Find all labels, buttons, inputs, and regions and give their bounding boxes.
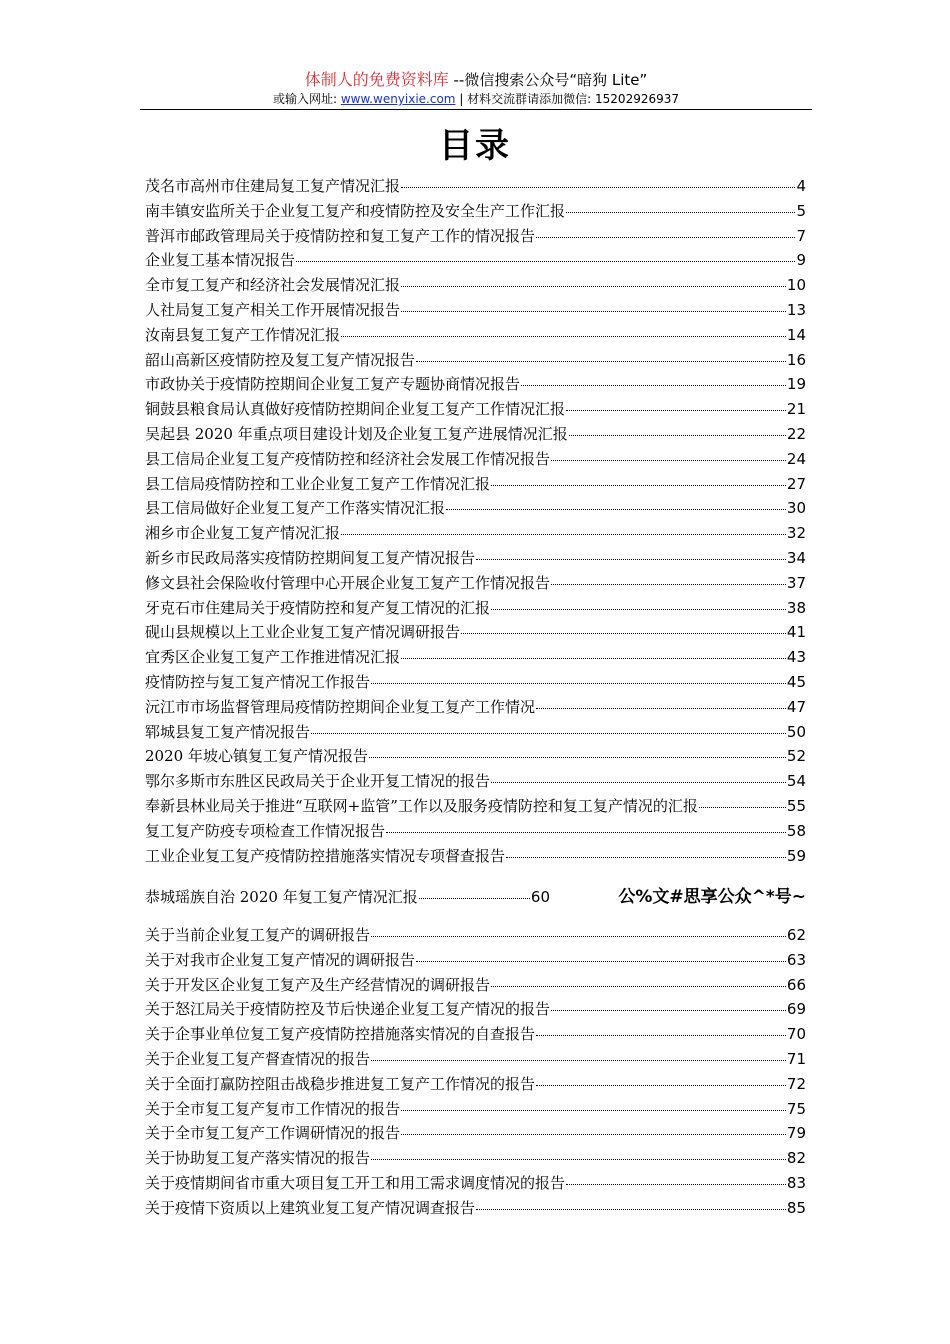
toc-leader-dots [461,632,786,634]
toc-leader-dots [419,897,530,899]
toc-entry-page: 52 [786,747,806,766]
toc-leader-dots [551,1009,786,1011]
toc-entry[interactable] [145,1047,806,1072]
toc-entry-page: 9 [796,251,806,270]
toc-entry-page: 45 [786,672,806,691]
toc-entry-page: 30 [786,499,806,518]
toc-leader-dots [371,935,786,937]
toc-entry[interactable] [145,620,806,645]
toc-entry-page: 24 [786,449,806,468]
toc-leader-dots [476,558,786,560]
toc-entry-page: 85 [786,1198,806,1217]
toc-entry[interactable] [145,323,806,348]
toc-entry-title: 2020 年坡心镇复工复产情况报告 [145,747,368,766]
toc-entry-title: 修文县社会保险收付管理中心开展企业复工复产工作情况报告 [145,573,551,592]
toc-entry-title: 复工复产防疫专项检查工作情况报告 [145,821,386,840]
toc-entry-page: 37 [786,573,806,592]
toc-entry-title: 关于疫情下资质以上建筑业复工复产情况调查报告 [145,1198,476,1217]
toc-entry-page: 62 [786,926,806,944]
toc-entry[interactable] [145,571,806,596]
toc-leader-dots [491,985,786,987]
table-of-contents-continued [145,923,806,1221]
toc-entry[interactable] [145,844,806,869]
toc-entry-title: 沅江市市场监督管理局疫情防控期间企业复工复产工作情况 [145,697,536,716]
toc-entry-title: 县工信局企业复工复产疫情防控和经济社会发展工作情况报告 [145,449,551,468]
toc-entry-title: 关于企业复工复产督查情况的报告 [145,1049,371,1068]
toc-leader-dots [551,459,786,461]
toc-entry-title: 全市复工复产和经济社会发展情况汇报 [145,276,401,295]
toc-entry-page: 34 [786,548,806,567]
toc-entry-title: 关于全市复工复产复市工作情况的报告 [145,1099,401,1118]
toc-entry-with-watermark [145,884,806,910]
toc-entry-title: 牙克石市住建局关于疫情防控和复产复工情况的汇报 [145,598,491,617]
toc-entry-page: 47 [786,697,806,716]
toc-leader-dots [506,856,786,858]
toc-leader-dots [536,236,795,238]
toc-entry-title: 市政协关于疫情防控期间企业复工复产专题协商情况报告 [145,375,521,394]
toc-entry-page: 55 [786,796,806,815]
toc-entry-title: 疫情防控与复工复产情况工作报告 [145,672,371,691]
toc-entry-page: 10 [786,276,806,295]
toc-leader-dots [401,310,786,312]
toc-entry[interactable] [145,521,806,546]
toc-entry[interactable] [145,1022,806,1047]
toc-entry[interactable] [145,496,806,521]
toc-leader-dots [401,285,786,287]
toc-entry-title: 奉新县林业局关于推进“互联网+监管”工作以及服务疫情防控和复工复产情况的汇报 [145,796,698,815]
toc-entry[interactable] [145,546,806,571]
toc-entry-page: 41 [786,623,806,642]
toc-entry[interactable] [145,447,806,472]
toc-entry[interactable] [145,997,806,1022]
header-divider [140,109,812,110]
toc-entry[interactable] [145,397,806,422]
toc-leader-dots [341,533,786,535]
toc-leader-dots [371,1158,786,1160]
header-line-1 [140,70,812,90]
toc-leader-dots [371,1059,786,1061]
toc-entry[interactable] [145,422,806,447]
toc-entry[interactable] [145,1146,806,1171]
toc-entry-page: 4 [796,177,806,195]
toc-entry-title: 关于企事业单位复工复产疫情防控措施落实情况的自查报告 [145,1025,536,1044]
brand-name: 体制人的免费资料库 [304,70,449,89]
toc-entry-title: 新乡市民政局落实疫情防控期间复工复产情况报告 [145,548,476,567]
toc-entry[interactable] [145,248,806,273]
toc-leader-dots [476,1208,786,1210]
toc-entry[interactable] [145,1072,806,1097]
toc-leader-dots [386,831,786,833]
toc-entry-page: 22 [786,424,806,443]
toc-leader-dots [401,657,786,659]
toc-entry-title: 恭城瑶族自治 2020 年复工复产情况汇报 [145,888,418,906]
toc-entry[interactable] [145,695,806,720]
toc-entry[interactable] [145,884,550,910]
toc-entry-title: 铜鼓县粮食局认真做好疫情防控期间企业复工复产工作情况汇报 [145,400,566,419]
watermark-text: 公%文#思享公众^*号~ [618,887,806,907]
toc-entry-title: 工业企业复工复产疫情防控措施落实情况专项督查报告 [145,846,506,865]
toc-entry-title: 普洱市邮政管理局关于疫情防控和复工复产工作的情况报告 [145,226,536,245]
table-of-contents [145,174,806,868]
toc-leader-dots [491,484,786,486]
toc-leader-dots [416,960,786,962]
page-title: 目录 [439,126,511,166]
toc-leader-dots [536,1084,786,1086]
toc-entry-title: 人社局复工复产相关工作开展情况报告 [145,300,401,319]
toc-entry-page: 79 [786,1124,806,1143]
toc-entry-title: 郓城县复工复产情况报告 [145,722,311,741]
toc-leader-dots [551,583,786,585]
toc-entry[interactable] [145,744,806,769]
toc-entry-page: 13 [786,300,806,319]
toc-entry-page: 43 [786,648,806,667]
toc-entry[interactable] [145,1171,806,1196]
toc-entry-page: 69 [786,1000,806,1019]
toc-entry-title: 县工信局疫情防控和工业企业复工复产工作情况汇报 [145,474,491,493]
toc-leader-dots [536,1034,786,1036]
toc-entry-page: 50 [786,722,806,741]
toc-entry-title: 汝南县复工复产工作情况汇报 [145,325,341,344]
toc-leader-dots [536,707,786,709]
toc-entry-title: 关于全面打赢防控阻击战稳步推进复工复产工作情况的报告 [145,1074,536,1093]
toc-leader-dots [401,186,795,188]
toc-entry[interactable] [145,273,806,298]
header-line-2 [140,90,812,108]
toc-entry[interactable] [145,973,806,998]
toc-entry-title: 关于开发区企业复工复产及生产经营情况的调研报告 [145,975,491,994]
toc-entry[interactable] [145,596,806,621]
toc-entry-title: 县工信局做好企业复工复产工作落实情况汇报 [145,499,446,518]
toc-entry-page: 72 [786,1074,806,1093]
toc-entry-title: 关于协助复工复产落实情况的报告 [145,1149,371,1168]
toc-entry[interactable] [145,769,806,794]
toc-entry-title: 茂名市高州市住建局复工复产情况汇报 [145,177,401,195]
toc-entry-title: 吴起县 2020 年重点项目建设计划及企业复工复产进展情况汇报 [145,424,568,443]
website-link[interactable]: www.wenyixie.com [340,92,456,106]
toc-entry-page: 71 [786,1049,806,1068]
toc-entry-page: 27 [786,474,806,493]
toc-entry-page: 14 [786,325,806,344]
toc-entry-title: 砚山县规模以上工业企业复工复产情况调研报告 [145,623,461,642]
toc-entry[interactable] [145,1097,806,1122]
toc-entry[interactable] [145,794,806,819]
toc-entry-page: 38 [786,598,806,617]
toc-leader-dots [566,409,786,411]
toc-entry[interactable] [145,372,806,397]
toc-entry[interactable] [145,645,806,670]
toc-entry-page: 60 [530,888,550,906]
toc-leader-dots [371,682,786,684]
toc-entry-title: 鄂尔多斯市东胜区民政局关于企业开复工情况的报告 [145,772,491,791]
toc-entry-title: 湘乡市企业复工复产情况汇报 [145,524,341,543]
url-prefix: 或输入网址: [272,92,341,106]
wechat-search-hint: --微信搜索公众号“暗狗 Lite” [448,71,648,89]
toc-leader-dots [341,335,786,337]
toc-entry-page: 16 [786,350,806,369]
toc-leader-dots [401,1133,786,1135]
toc-leader-dots [491,608,786,610]
toc-entry[interactable] [145,1196,806,1221]
toc-leader-dots [369,756,786,758]
toc-entry-title: 关于当前企业复工复产的调研报告 [145,926,371,944]
toc-entry-page: 58 [786,821,806,840]
toc-leader-dots [446,508,786,510]
toc-leader-dots [566,211,795,213]
toc-entry[interactable] [145,948,806,973]
toc-entry[interactable] [145,298,806,323]
toc-entry-page: 63 [786,950,806,969]
toc-leader-dots [566,1183,786,1185]
toc-entry-title: 关于疫情期间省市重大项目复工开工和用工需求调度情况的报告 [145,1173,566,1192]
toc-entry-page: 66 [786,975,806,994]
toc-leader-dots [491,781,786,783]
toc-entry-page: 32 [786,524,806,543]
toc-entry-title: 韶山高新区疫情防控及复工复产情况报告 [145,350,416,369]
toc-entry-title: 南丰镇安监所关于企业复工复产和疫情防控及安全生产工作汇报 [145,201,566,220]
toc-entry-title: 企业复工基本情况报告 [145,251,296,270]
toc-entry-page: 59 [786,846,806,865]
toc-leader-dots [311,732,786,734]
toc-leader-dots [569,434,786,436]
toc-entry-page: 19 [786,375,806,394]
toc-leader-dots [296,260,795,262]
toc-leader-dots [699,806,786,808]
toc-entry[interactable] [145,472,806,497]
toc-entry-page: 5 [796,201,806,220]
toc-entry-page: 82 [786,1149,806,1168]
toc-entry-title: 关于全市复工复产工作调研情况的报告 [145,1124,401,1143]
toc-leader-dots [416,360,786,362]
toc-entry[interactable] [145,224,806,249]
toc-entry-title: 关于怒江局关于疫情防控及节后快递企业复工复产情况的报告 [145,1000,551,1019]
toc-entry[interactable] [145,923,806,948]
toc-entry-title: 宜秀区企业复工复产工作推进情况汇报 [145,648,401,667]
page-header [140,70,812,108]
toc-entry-page: 7 [796,226,806,245]
toc-entry-page: 70 [786,1025,806,1044]
toc-entry-title: 关于对我市企业复工复产情况的调研报告 [145,950,416,969]
toc-leader-dots [521,384,786,386]
toc-entry[interactable] [145,174,806,199]
wechat-contact: | 材料交流群请添加微信: 15202926937 [455,92,680,106]
toc-entry[interactable] [145,819,806,844]
toc-entry[interactable] [145,720,806,745]
toc-entry[interactable] [145,199,806,224]
toc-entry-page: 75 [786,1099,806,1118]
toc-entry-page: 83 [786,1173,806,1192]
toc-entry[interactable] [145,348,806,373]
toc-entry[interactable] [145,1121,806,1146]
toc-entry-page: 54 [786,772,806,791]
toc-leader-dots [401,1109,786,1111]
toc-entry-page: 21 [786,400,806,419]
toc-entry[interactable] [145,670,806,695]
